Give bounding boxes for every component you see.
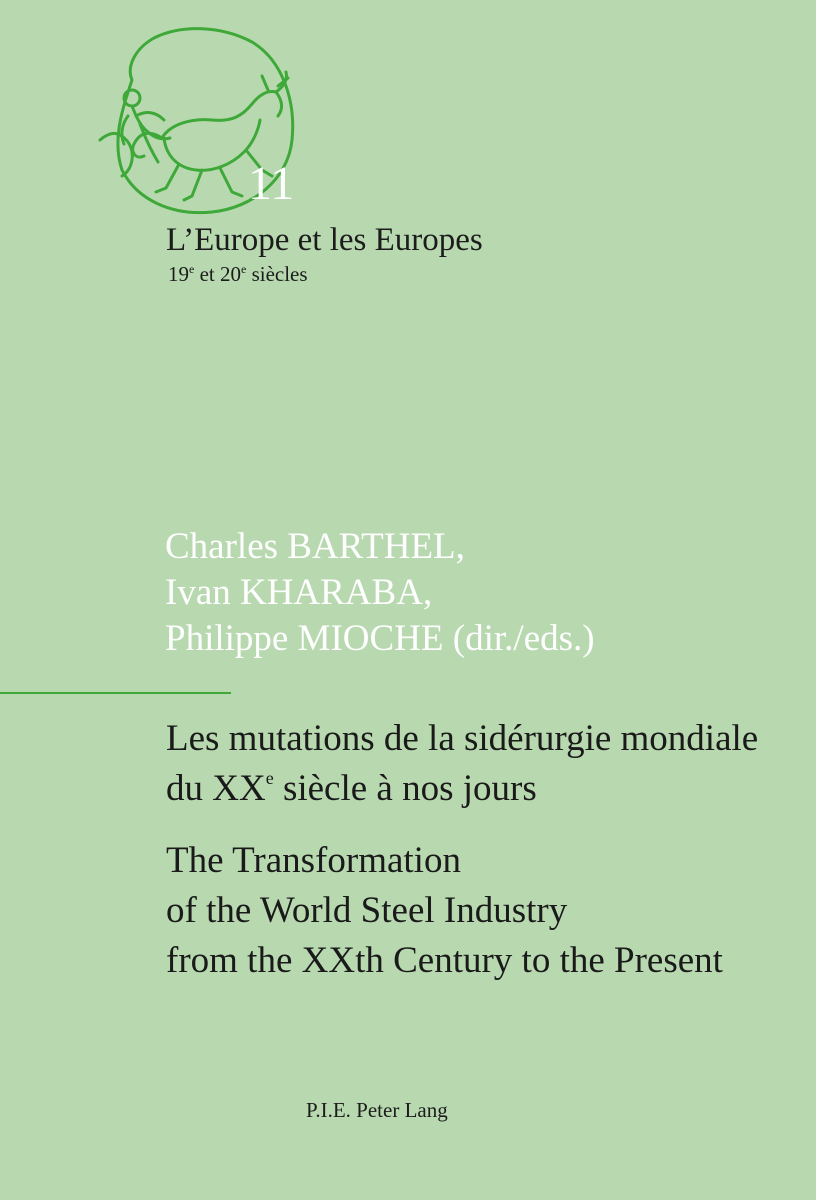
- editor-name: Ivan KHARABA,: [165, 572, 433, 613]
- divider-rule: [0, 692, 231, 694]
- series-subtitle-sup: e: [189, 262, 195, 276]
- series-number: 11: [248, 157, 295, 210]
- series-subtitle-part: 19: [168, 262, 189, 286]
- title-line: Les mutations de la sidérurgie mondiale: [166, 718, 759, 759]
- editor-name: Charles BARTHEL,: [165, 526, 465, 567]
- publisher-name: P.I.E. Peter Lang: [306, 1098, 448, 1122]
- series-subtitle: [168, 262, 308, 287]
- book-title-english: [166, 836, 723, 986]
- series-title: L’Europe et les Europes: [166, 222, 483, 258]
- title-line: of the World Steel Industry: [166, 890, 568, 931]
- editors-list: [165, 524, 595, 662]
- book-title-french: [166, 714, 758, 814]
- title-part: du XX: [166, 768, 266, 809]
- title-line: [166, 764, 758, 814]
- title-line: from the XXth Century to the Present: [166, 940, 723, 981]
- title-line: The Transformation: [166, 840, 461, 881]
- series-subtitle-part: siècles: [246, 262, 308, 286]
- title-sup: e: [265, 768, 274, 788]
- editor-name: Philippe MIOCHE (dir./eds.): [165, 618, 595, 659]
- series-subtitle-part: et 20: [194, 262, 241, 286]
- title-part: siècle à nos jours: [273, 768, 537, 809]
- series-subtitle-sup: e: [240, 262, 247, 276]
